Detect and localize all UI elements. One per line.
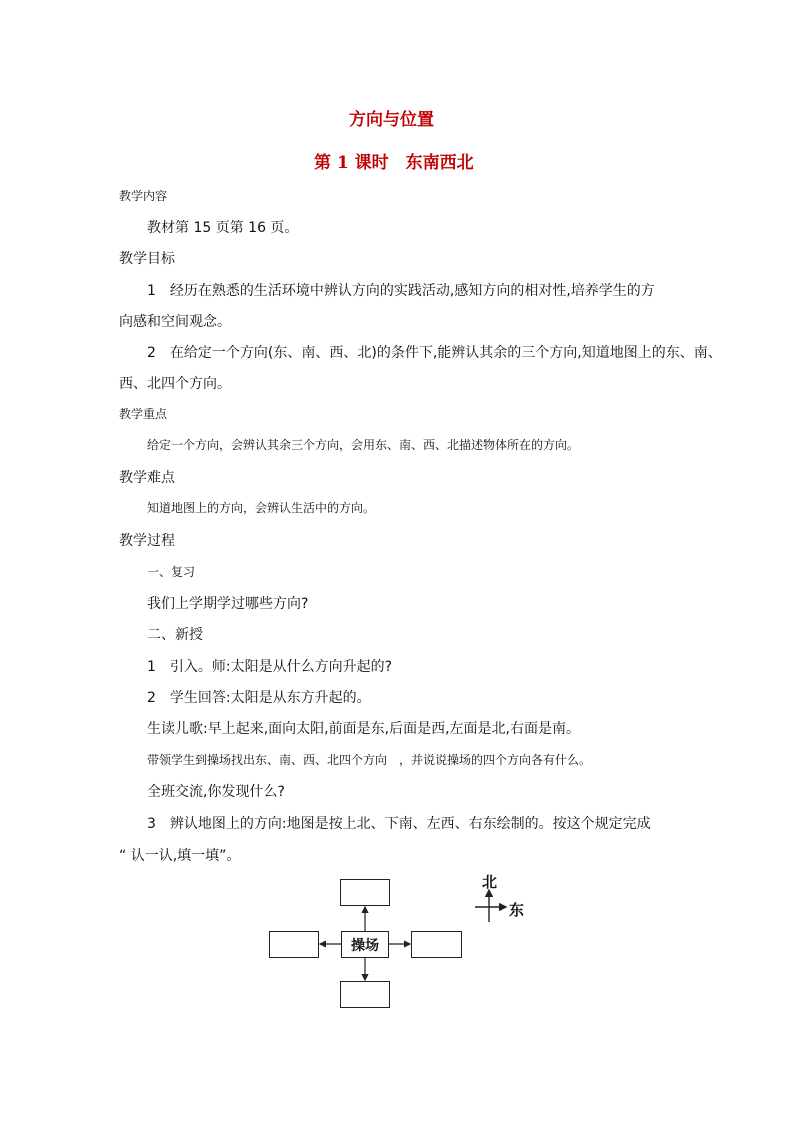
process-heading: 教学过程 xyxy=(119,533,175,549)
playground-box: 操场 xyxy=(341,931,389,958)
compass-east-label: 东 xyxy=(509,901,525,919)
lesson-subtitle: 第 1 课时 东南西北 xyxy=(314,153,474,173)
step-2: 2 学生回答:太阳是从东方升起的。 xyxy=(147,690,371,706)
difficulty-heading: 教学难点 xyxy=(119,470,175,486)
new-lesson-heading: 二、新授 xyxy=(147,627,203,643)
difficulty-text: 知道地图上的方向，会辨认生活中的方向。 xyxy=(147,501,376,515)
goals-heading: 教学目标 xyxy=(119,251,175,267)
content-text: 教材第 15 页第 16 页。 xyxy=(147,220,299,236)
goal-1-line-1: 1 经历在熟悉的生活环境中辨认方向的实践活动,感知方向的相对性,培养学生的方 xyxy=(147,283,655,299)
page-title: 方向与位置 xyxy=(349,110,434,130)
activity-text: 带领学生到操场找出东、南、西、北四个方向 ，并说说操场的四个方向各有什么。 xyxy=(147,753,592,767)
review-heading: 一、复习 xyxy=(147,565,196,579)
goal-2-line-1: 2 在给定一个方向(东、南、西、北)的条件下,能辨认其余的三个方向,知道地图上的东、南、 xyxy=(147,345,722,361)
discuss-text: 全班交流,你发现什么? xyxy=(147,784,285,800)
step-3-line-1: 3 辨认地图上的方向:地图是按上北、下南、左西、右东绘制的。按这个规定完成 xyxy=(147,816,651,832)
rhyme-text: 生读儿歌:早上起来,面向太阳,前面是东,后面是西,左面是北,右面是南。 xyxy=(147,721,580,737)
step-1: 1 引入。师:太阳是从什么方向升起的? xyxy=(147,659,393,675)
focus-heading: 教学重点 xyxy=(119,407,168,421)
review-question: 我们上学期学过哪些方向? xyxy=(147,596,309,612)
compass-north-label: 北 xyxy=(482,873,498,891)
focus-text: 给定一个方向，会辨认其余三个方向，会用东、南、西、北描述物体所在的方向。 xyxy=(147,438,580,452)
goal-2-line-2: 西、北四个方向。 xyxy=(119,376,231,392)
goal-1-line-2: 向感和空间观念。 xyxy=(119,314,231,330)
step-3-line-2: “ 认一认,填一填”。 xyxy=(119,848,241,864)
content-heading: 教学内容 xyxy=(119,189,168,203)
